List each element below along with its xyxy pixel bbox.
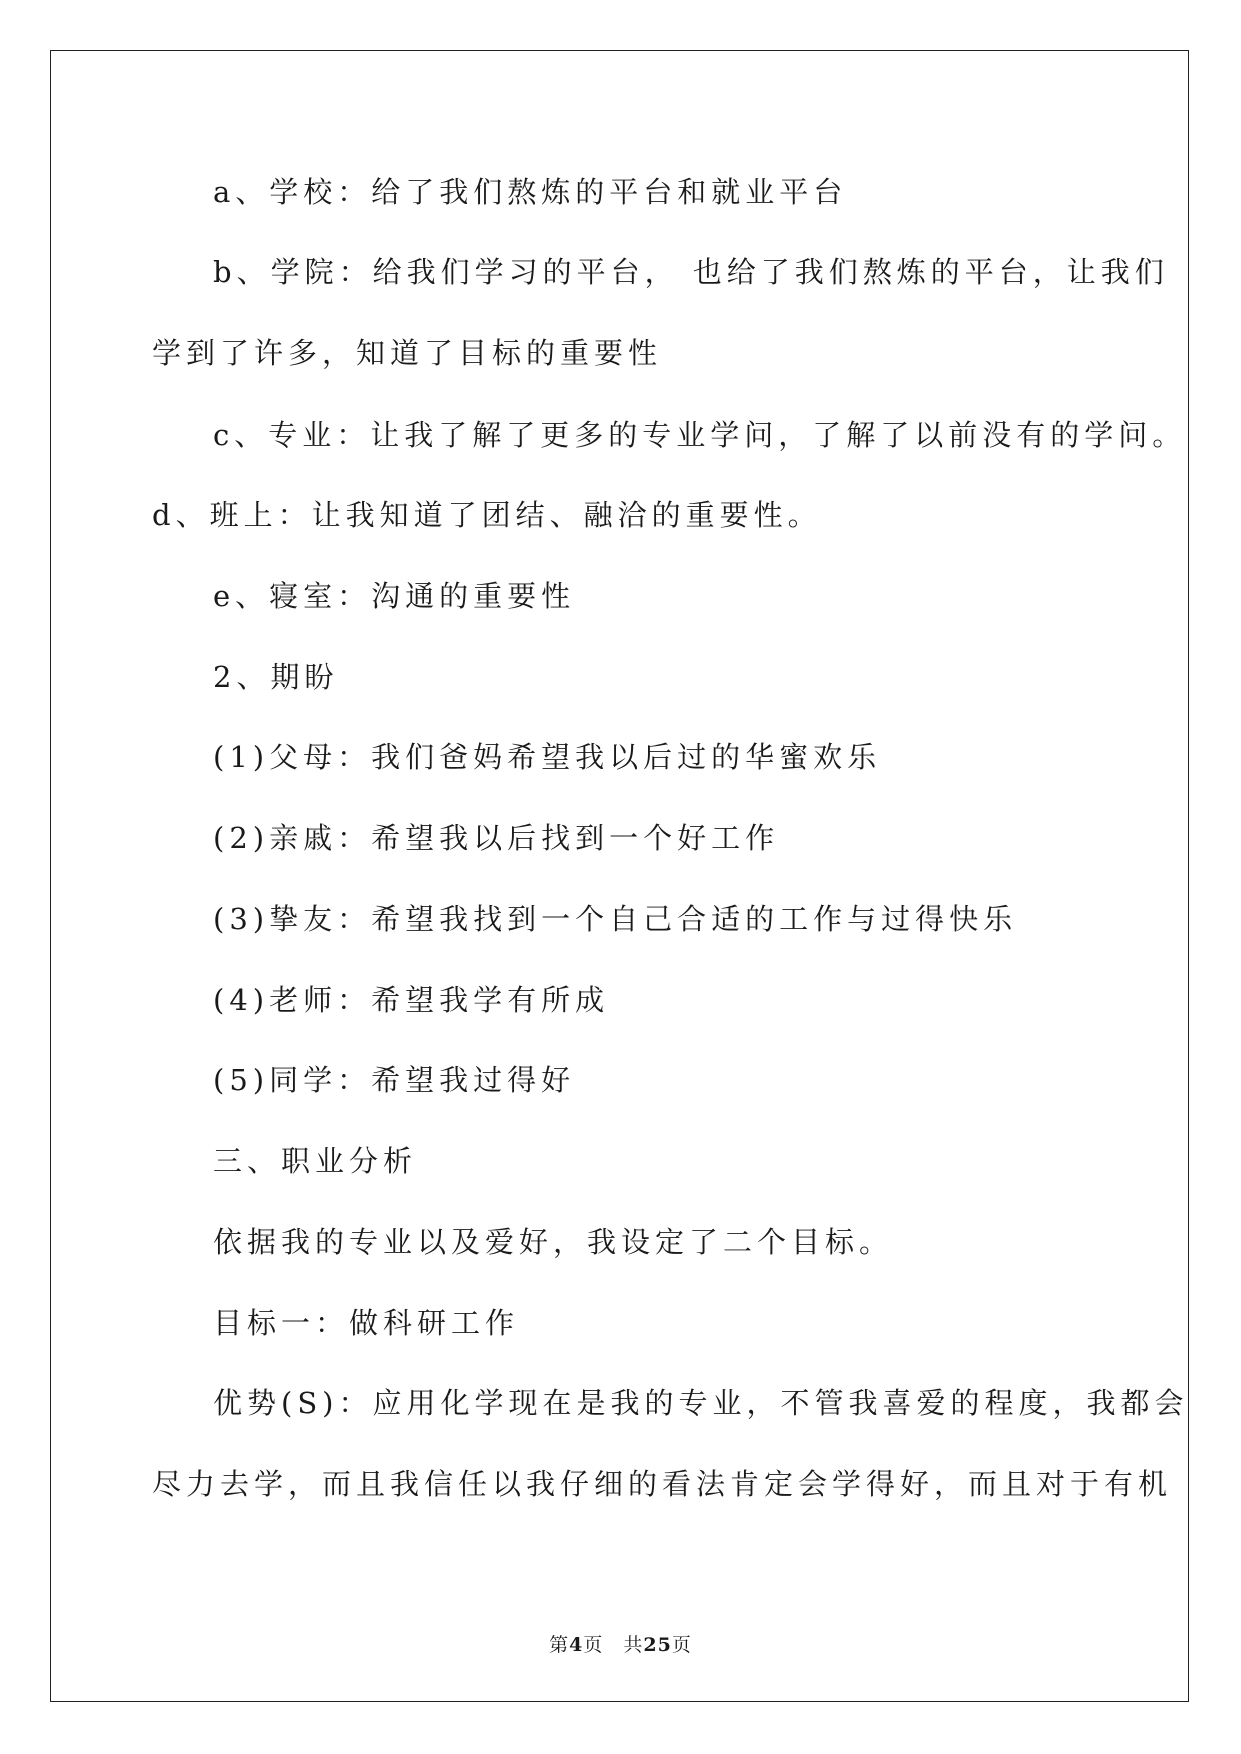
total-pages-number: 25	[643, 1634, 672, 1656]
text-line: 优势(S)：应用化学现在是我的专业，不管我喜爱的程度，我都会	[213, 1386, 1189, 1420]
text-line: 依据我的专业以及爱好，我设定了二个目标。	[213, 1225, 894, 1259]
text-line: a、学校：给了我们熬炼的平台和就业平台	[213, 175, 848, 209]
text-line: 三、职业分析	[213, 1144, 418, 1178]
text-line: (3)挚友：希望我找到一个自己合适的工作与过得快乐	[213, 902, 1018, 936]
footer-suffix: 页	[671, 1634, 692, 1656]
current-page-number: 4	[569, 1634, 584, 1656]
text-line: d、班上：让我知道了团结、融洽的重要性。	[152, 498, 822, 532]
text-line: (4)老师：希望我学有所成	[213, 983, 610, 1017]
text-line: 目标一：做科研工作	[213, 1306, 520, 1340]
text-line: c、专业：让我了解了更多的专业学问，了解了以前没有的学问。	[213, 418, 1187, 452]
page-border	[50, 50, 1189, 1702]
text-line: 2、期盼	[213, 660, 339, 694]
text-line: (2)亲戚：希望我以后找到一个好工作	[213, 821, 780, 855]
page-footer	[0, 1630, 1241, 1657]
text-line: (5)同学：希望我过得好	[213, 1063, 576, 1097]
text-line: 尽力去学，而且我信任以我仔细的看法肯定会学得好，而且对于有机	[152, 1467, 1173, 1501]
text-line: (1)父母：我们爸妈希望我以后过的华蜜欢乐	[213, 740, 882, 774]
footer-prefix: 第	[549, 1634, 570, 1656]
footer-middle: 页 共	[583, 1634, 644, 1656]
text-line: b、学院：给我们学习的平台， 也给了我们熬炼的平台，让我们	[213, 255, 1169, 289]
text-line: e、寝室：沟通的重要性	[213, 579, 576, 613]
text-line: 学到了许多，知道了目标的重要性	[152, 336, 663, 370]
